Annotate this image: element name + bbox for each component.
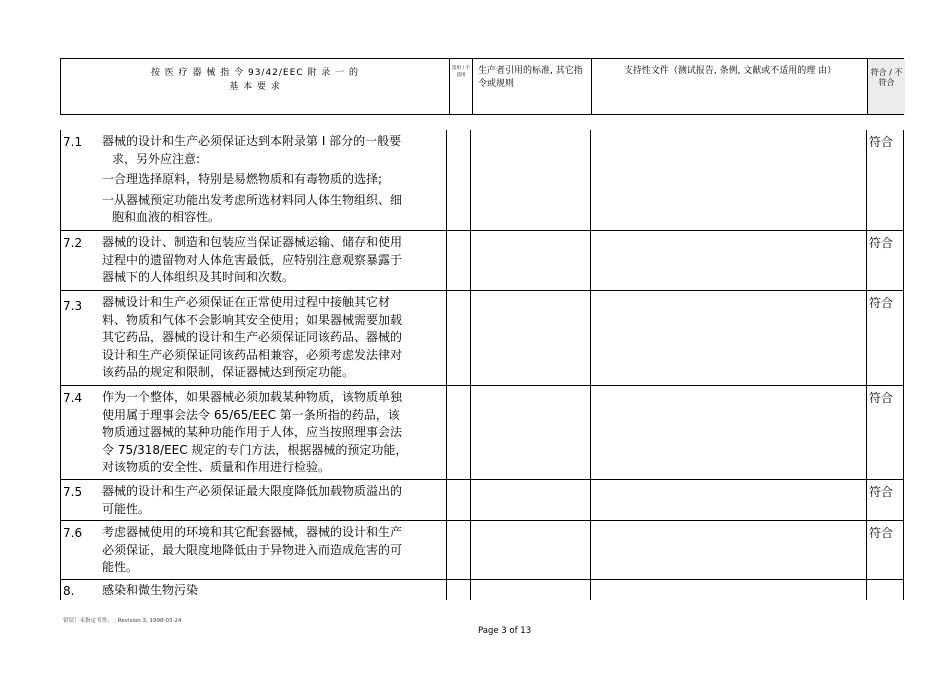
row-number: 7.4 [63,391,83,405]
table-row [60,291,904,386]
header-col4: 支持性文件（测试报告, 条例, 文献或不适用的理 由） [623,66,837,76]
header-table [60,58,904,115]
table-row [60,231,904,291]
row-number: 7.5 [63,485,83,499]
header-requirements-cell [61,59,449,114]
row-number: 7.2 [63,236,83,250]
header-col2: 适用 / 不 适用 [452,66,470,78]
compliance-value: 符合 [869,236,894,250]
table-row [60,480,904,521]
row-text: 考虑器械使用的环境和其它配套器械，器械的设计和生产 必须保证，最大限度地降低由于异物进入而造成危害的可 能性。 [102,525,403,574]
header-applicable-cell [449,59,472,114]
row-number: 7.3 [63,299,83,313]
row-text: 作为一个整体，如果器械必须加载某种物质，该物质单独 使用属于理事会法令 65/65/EEC 第一条所指的药品，该 物质通过器械的某种功能作用于人体，应当按照理事会法 令 75/318/EEC 规定的专门方法，根据器械的预定功能， 对该物质的安全性、质量和作用进行检验。 [102,390,408,474]
row-text: 器械的设计、制造和包装应当保证器械运输、储存和使用 过程中的遗留物对人体危害最低，应特别注意观察暴露于 器械下的人体组织及其时间和次数。 [102,235,403,284]
row-number: 7.6 [63,526,83,540]
compliance-value: 符合 [869,135,894,149]
compliance-value: 符合 [869,296,894,310]
header-col5: 符合 / 不符合 [870,68,903,87]
row-number: 7.1 [63,135,83,149]
compliance-value: 符合 [869,391,894,405]
header-standards-cell [472,59,591,114]
row-text: 器械设计和生产必须保证在正常使用过程中接触其它材 料、物质和气体不会影响其安全使用；如果器械需要加载 其它药品，器械的设计和生产必须保证同该药品、器械的 设计和生产必须保证同该药品相兼容，必须考虑发法律对 该药品的规定和限制，保证器械达到预定功能。 [102,295,403,379]
table-row [60,130,904,231]
table-row [60,580,904,600]
row-text: 感染和微生物污染 [102,583,199,597]
compliance-value: 符合 [869,485,894,499]
header-col1-line1: 按 医 疗 器 械 指 令 93/42/EEC 附 录 一 的 [150,68,360,78]
header-col3: 生产者引用的标准, 其它指令或规则 [478,66,583,89]
table-row [60,386,904,480]
table-row [60,521,904,580]
header-documents-cell [591,59,867,114]
compliance-value: 符合 [869,526,894,540]
requirements-table [60,130,904,600]
row-text: 器械的设计和生产必须保证达到本附录第 I 部分的一般要 求，另外应注意: 一合理选择原料，特别是易燃物质和有毒物质的选择; 一从器械预定功能出发考虑所选材料同人体生物组织、细 胞和血液的相容性。 [102,134,403,224]
footer-revision: 错误！未指定书签。 , Revision 3, 1998-03-24 [63,618,182,624]
row-number: 8. [63,584,75,598]
page-number: Page 3 of 13 [478,626,532,636]
row-text: 器械的设计和生产必须保证最大限度降低加载物质溢出的 可能性。 [102,484,403,516]
header-compliance-cell [867,59,905,114]
header-col1-line2: 基 本 要 求 [229,82,281,92]
